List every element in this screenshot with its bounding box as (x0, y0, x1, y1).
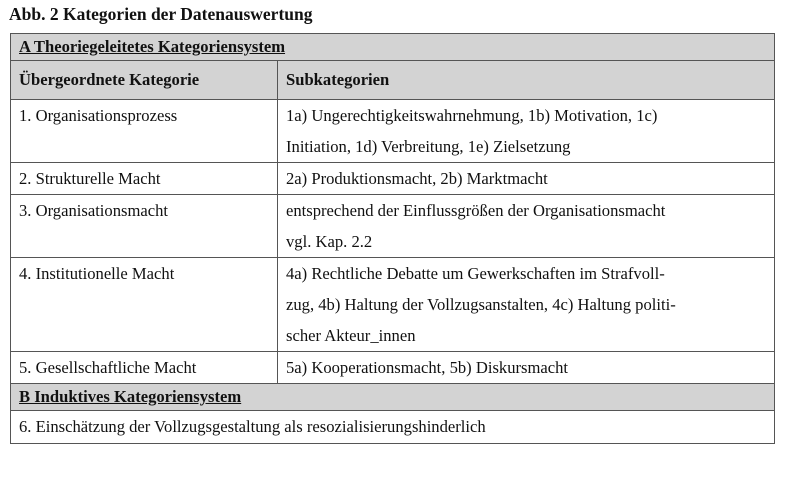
subcategory-line: scher Akteur_innen (286, 326, 416, 345)
subcategory-cell (278, 163, 775, 195)
section-a-row (11, 34, 775, 61)
table-row (11, 163, 775, 195)
header-category: Übergeordnete Kategorie (11, 61, 278, 100)
subcategory-line: 2a) Produktionsmacht, 2b) Marktmacht (286, 169, 548, 188)
category-cell: 4. Institutionelle Macht (11, 258, 278, 352)
table-row (11, 100, 775, 163)
section-a-title: A Theoriegeleitetes Kategoriensystem (11, 34, 775, 61)
figure-caption: Abb. 2 Kategorien der Datenauswertung (9, 4, 313, 24)
subcategory-line: zug, 4b) Haltung der Vollzugsanstalten, 4c) Haltung politi- (286, 295, 676, 314)
table-row (11, 258, 775, 352)
subcategory-line: 1a) Ungerechtigkeitswahrnehmung, 1b) Motivation, 1c) (286, 106, 658, 125)
header-row (11, 61, 775, 100)
section-b-row (11, 384, 775, 411)
table-row (11, 195, 775, 258)
subcategory-cell (278, 258, 775, 352)
subcategory-cell (278, 100, 775, 163)
inductive-category-cell: 6. Einschätzung der Vollzugsgestaltung als resozialisierungshinderlich (11, 411, 775, 444)
subcategory-line: entsprechend der Einflussgrößen der Organisationsmacht (286, 201, 666, 220)
header-subcategories: Subkategorien (278, 61, 775, 100)
section-b-title: B Induktives Kategoriensystem (11, 384, 775, 411)
table-row (11, 352, 775, 384)
subcategory-cell (278, 352, 775, 384)
category-table (10, 33, 775, 444)
table-row (11, 411, 775, 444)
subcategory-cell (278, 195, 775, 258)
subcategory-line: Initiation, 1d) Verbreitung, 1e) Zielsetzung (286, 137, 571, 156)
subcategory-line: 5a) Kooperationsmacht, 5b) Diskursmacht (286, 358, 569, 377)
subcategory-line: 4a) Rechtliche Debatte um Gewerkschaften im Strafvoll- (286, 264, 665, 283)
category-cell: 3. Organisationsmacht (11, 195, 278, 258)
category-cell: 2. Strukturelle Macht (11, 163, 278, 195)
category-cell: 1. Organisationsprozess (11, 100, 278, 163)
category-cell: 5. Gesellschaftliche Macht (11, 352, 278, 384)
subcategory-line: vgl. Kap. 2.2 (286, 232, 373, 251)
